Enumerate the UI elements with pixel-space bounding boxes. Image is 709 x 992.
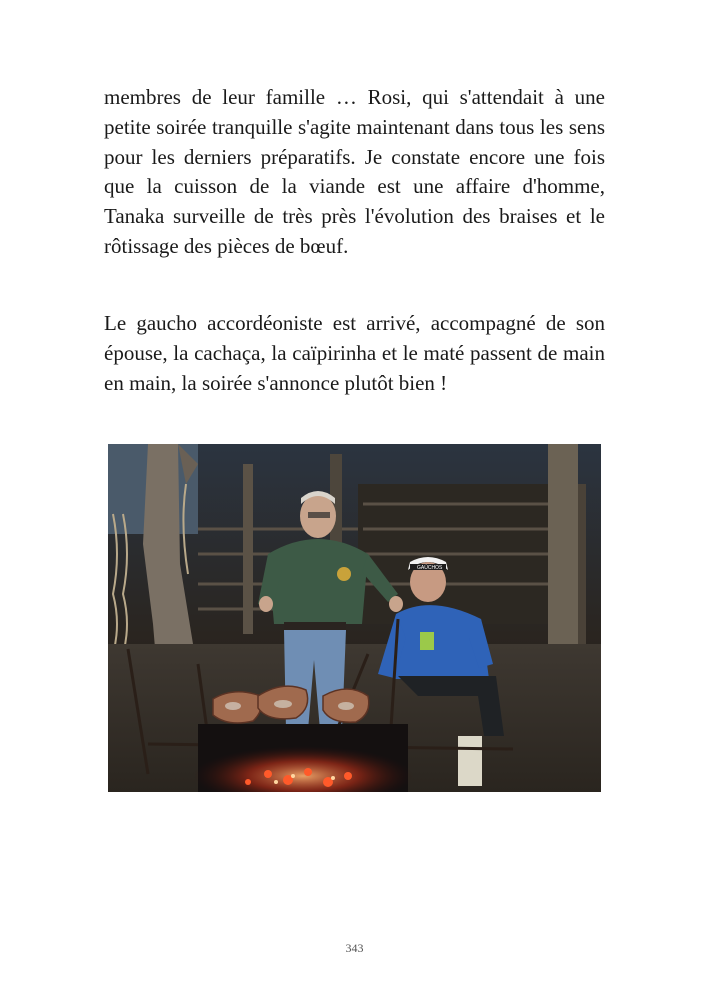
page-number: 343 (345, 941, 364, 955)
photo-illustration (108, 444, 601, 792)
body-paragraph-2: Le gaucho accordéoniste est arrivé, accompagné de son épouse, la cachaça, la caïpirinha et le maté passent de main en main, la soirée s'annonce plutôt bien ! (104, 311, 605, 395)
barbecue-photo (108, 444, 601, 792)
cap-text: GAÚCHOS (417, 565, 443, 571)
body-paragraph-1: membres de leur famille … Rosi, qui s'attendait à une petite soirée tranquille s'agite maintenant dans tous les sens pour les derniers préparatifs. Je constate encore une fois que la cuisson de la viande est une affaire d'homme, Tanaka surveille de très près l'évolution des braises et le rôtissage des pièces de bœuf. (104, 85, 605, 258)
